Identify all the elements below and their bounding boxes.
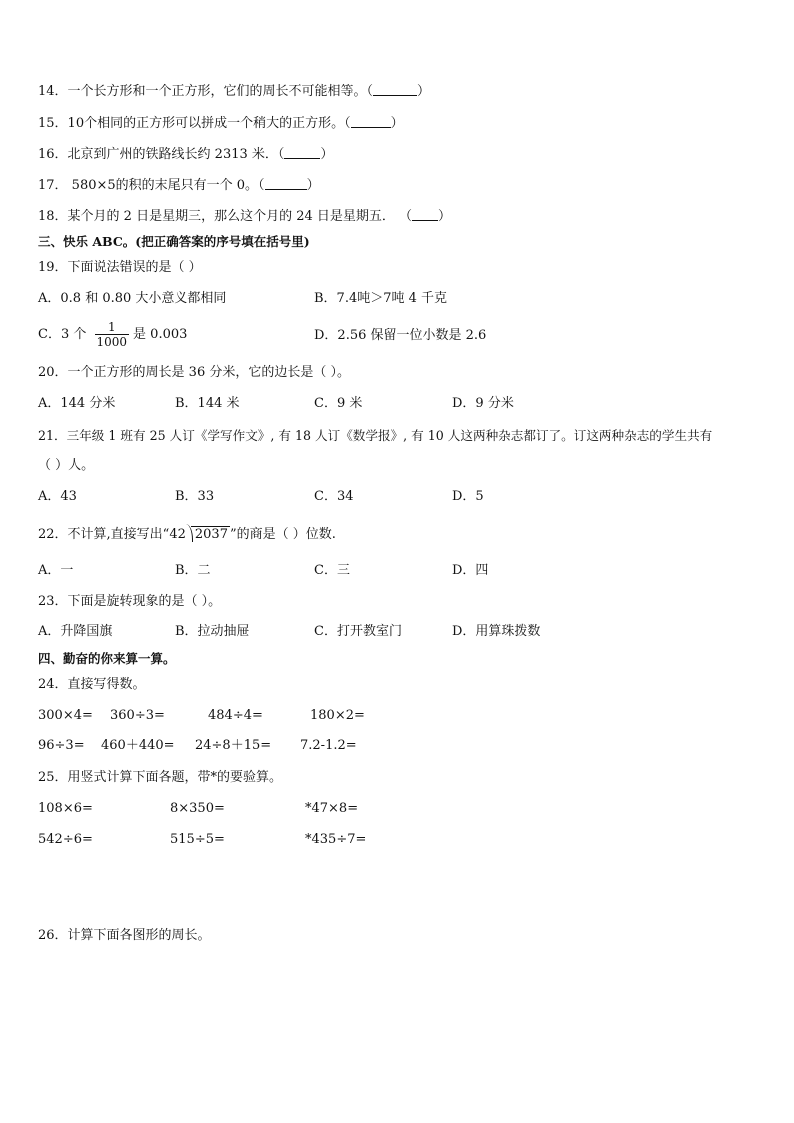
question-20-option-c[interactable]: C．9 米 [314, 396, 363, 411]
question-21-option-b[interactable]: B．33 [175, 489, 215, 504]
question-16: 16．北京到广州的铁路线长约 2313 米．（ ） [38, 147, 334, 162]
question-23-option-b[interactable]: B．拉动抽屉 [175, 624, 250, 639]
question-23-option-a[interactable]: A．升降国旗 [38, 624, 113, 639]
answer-blank[interactable] [351, 114, 391, 128]
question-24-stem: 24．直接写得数。 [38, 677, 146, 692]
section-title-4: 四、勤奋的你来算一算。 [38, 651, 176, 666]
question-20-option-b[interactable]: B．144 米 [175, 396, 240, 411]
question-22-stem: 22．不计算,直接写出“42 2037 ”的商是（ ）位数. [38, 524, 336, 544]
question-21-option-a[interactable]: A．43 [38, 489, 77, 504]
vertical-calc-item: 8×350= [170, 801, 225, 816]
question-23-option-d[interactable]: D．用算珠拨数 [452, 624, 541, 639]
long-division: 42 2037 [169, 524, 230, 544]
vertical-calc-item: 542÷6= [38, 832, 93, 847]
question-15: 15．10个相同的正方形可以拼成一个稍大的正方形。（ ） [38, 116, 404, 131]
calc-item: 484÷4= [208, 708, 263, 723]
section-title-3: 三、快乐 ABC。(把正确答案的序号填在括号里) [38, 234, 310, 249]
question-20-stem: 20．一个正方形的周长是 36 分米，它的边长是（ ）。 [38, 365, 350, 380]
calc-item: 360÷3= [110, 708, 165, 723]
answer-blank[interactable] [284, 145, 320, 159]
question-22-option-a[interactable]: A．一 [38, 563, 74, 578]
vertical-calc-item: 515÷5= [170, 832, 225, 847]
question-17: 17． 580×5的积的末尾只有一个 0。（ ） [38, 178, 320, 193]
calc-item: 96÷3= [38, 738, 85, 753]
question-25-stem: 25．用竖式计算下面各题，带*的要验算。 [38, 770, 283, 785]
question-26-stem: 26．计算下面各图形的周长。 [38, 928, 211, 943]
question-19-option-d[interactable]: D．2.56 保留一位小数是 2.6 [314, 328, 487, 343]
vertical-calc-item: 108×6= [38, 801, 93, 816]
question-21-stem-cont: （ ）人。 [38, 458, 95, 473]
question-23-option-c[interactable]: C．打开教室门 [314, 624, 402, 639]
question-20-option-a[interactable]: A．144 分米 [38, 396, 116, 411]
vertical-calc-item: *47×8= [305, 801, 359, 816]
calc-item: 300×4= [38, 708, 93, 723]
answer-blank[interactable] [265, 176, 307, 190]
question-19-stem: 19．下面说法错误的是（ ） [38, 260, 202, 275]
question-21-option-d[interactable]: D．5 [452, 489, 484, 504]
question-19-option-a[interactable]: A．0.8 和 0.80 大小意义都相同 [38, 291, 227, 306]
question-19-option-b[interactable]: B．7.4吨＞7吨 4 千克 [314, 291, 448, 306]
calc-item: 180×2= [310, 708, 365, 723]
question-19-option-c[interactable]: C．3 个 $\frac{1}{1000}$ 是 0.003 [38, 320, 188, 349]
question-21-option-c[interactable]: C．34 [314, 489, 354, 504]
question-18: 18．某个月的 2 日是星期三，那么这个月的 24 日是星期五． （ ） [38, 209, 452, 224]
question-22-option-d[interactable]: D．四 [452, 563, 489, 578]
question-22-option-c[interactable]: C．三 [314, 563, 350, 578]
vertical-calc-item: *435÷7= [305, 832, 367, 847]
question-20-option-d[interactable]: D．9 分米 [452, 396, 514, 411]
answer-blank[interactable] [412, 207, 438, 221]
question-22-option-b[interactable]: B．二 [175, 563, 211, 578]
answer-blank[interactable] [373, 82, 417, 96]
calc-item: 24÷8＋15= [195, 738, 272, 753]
calc-item: 7.2-1.2= [300, 738, 357, 753]
question-14: 14．一个长方形和一个正方形，它们的周长不可能相等。（ ） [38, 84, 431, 99]
question-23-stem: 23．下面是旋转现象的是（ ）。 [38, 594, 222, 609]
fraction: $\frac{1}{1000}$ [96, 320, 128, 349]
calc-item: 460＋440= [101, 738, 175, 753]
question-21-stem: 21．三年级 1 班有 25 人订《学写作文》, 有 18 人订《数学报》, 有 10 人这两种杂志都订了。订这两种杂志的学生共有 [38, 428, 713, 443]
